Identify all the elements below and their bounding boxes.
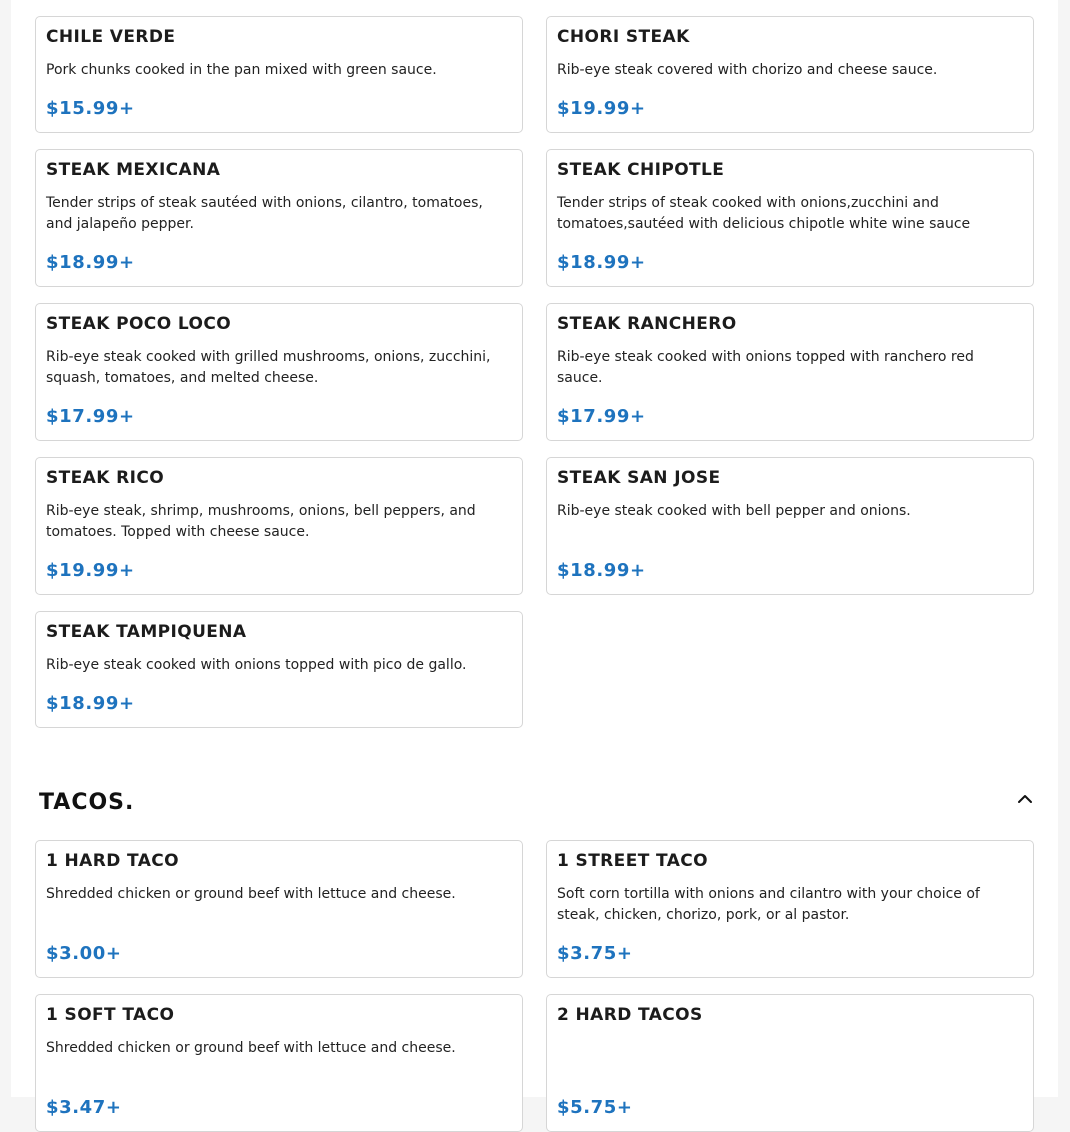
item-price: $3.47+ xyxy=(46,1097,122,1118)
item-name: STEAK MEXICANA xyxy=(46,160,221,180)
item-description: Rib-eye steak cooked with grilled mushrooms, onions, zucchini, squash, tomatoes, and melted cheese. xyxy=(46,349,491,386)
steaks-grid xyxy=(35,16,1034,728)
item-name: 2 HARD TACOS xyxy=(557,1005,703,1025)
item-price: $5.75+ xyxy=(557,1097,633,1118)
item-name: STEAK TAMPIQUENA xyxy=(46,622,247,642)
item-description: Shredded chicken or ground beef with lettuce and cheese. xyxy=(46,886,456,902)
item-price: $18.99+ xyxy=(557,252,646,273)
item-description: Shredded chicken or ground beef with lettuce and cheese. xyxy=(46,1040,456,1056)
item-name: STEAK SAN JOSE xyxy=(557,468,721,488)
item-description: Tender strips of steak sautéed with onions, cilantro, tomatoes, and jalapeño pepper. xyxy=(46,195,483,232)
item-description: Rib-eye steak cooked with onions topped with ranchero red sauce. xyxy=(557,349,974,386)
item-price: $3.00+ xyxy=(46,943,122,964)
menu-item-card[interactable] xyxy=(35,457,523,595)
item-name: CHORI STEAK xyxy=(557,27,690,47)
item-description: Soft corn tortilla with onions and cilantro with your choice of steak, chicken, chorizo, pork, or al pastor. xyxy=(557,886,980,923)
menu-item-card[interactable] xyxy=(546,16,1034,133)
item-description: Rib-eye steak covered with chorizo and cheese sauce. xyxy=(557,62,938,78)
item-price: $17.99+ xyxy=(46,406,135,427)
menu-item-card[interactable] xyxy=(35,994,523,1132)
item-description: Pork chunks cooked in the pan mixed with green sauce. xyxy=(46,62,437,78)
menu-page xyxy=(11,0,1058,1118)
item-price: $18.99+ xyxy=(557,560,646,581)
item-name: 1 SOFT TACO xyxy=(46,1005,175,1025)
menu-item-card[interactable] xyxy=(546,303,1034,441)
item-name: STEAK RANCHERO xyxy=(557,314,737,334)
menu-item-card[interactable] xyxy=(35,611,523,728)
item-description xyxy=(557,1038,1023,1080)
tacos-section-header xyxy=(39,786,1036,826)
menu-item-card[interactable] xyxy=(546,840,1034,978)
item-name: STEAK RICO xyxy=(46,468,165,488)
menu-item-card[interactable] xyxy=(546,994,1034,1132)
item-description: Rib-eye steak cooked with onions topped with pico de gallo. xyxy=(46,657,467,673)
menu-item-card[interactable] xyxy=(35,149,523,287)
menu-item-card[interactable] xyxy=(35,303,523,441)
item-price: $19.99+ xyxy=(557,98,646,119)
item-price: $18.99+ xyxy=(46,693,135,714)
item-description: Rib-eye steak, shrimp, mushrooms, onions, bell peppers, and tomatoes. Topped with cheese sauce. xyxy=(46,503,476,540)
item-price: $3.75+ xyxy=(557,943,633,964)
item-description: Tender strips of steak cooked with onions,zucchini and tomatoes,sautéed with delicious chipotle white wine sauce xyxy=(557,195,971,232)
menu-item-card[interactable] xyxy=(546,457,1034,595)
item-name: 1 STREET TACO xyxy=(557,851,708,871)
tacos-grid xyxy=(35,840,1034,1132)
item-name: STEAK CHIPOTLE xyxy=(557,160,725,180)
section-title: TACOS. xyxy=(39,790,135,815)
item-price: $19.99+ xyxy=(46,560,135,581)
item-price: $18.99+ xyxy=(46,252,135,273)
menu-item-card[interactable] xyxy=(546,149,1034,287)
menu-item-card[interactable] xyxy=(35,16,523,133)
item-name: 1 HARD TACO xyxy=(46,851,180,871)
chevron-up-icon[interactable] xyxy=(1014,788,1036,810)
item-price: $15.99+ xyxy=(46,98,135,119)
item-name: CHILE VERDE xyxy=(46,27,176,47)
item-description: Rib-eye steak cooked with bell pepper and onions. xyxy=(557,503,911,519)
item-name: STEAK POCO LOCO xyxy=(46,314,232,334)
menu-item-card[interactable] xyxy=(35,840,523,978)
item-price: $17.99+ xyxy=(557,406,646,427)
